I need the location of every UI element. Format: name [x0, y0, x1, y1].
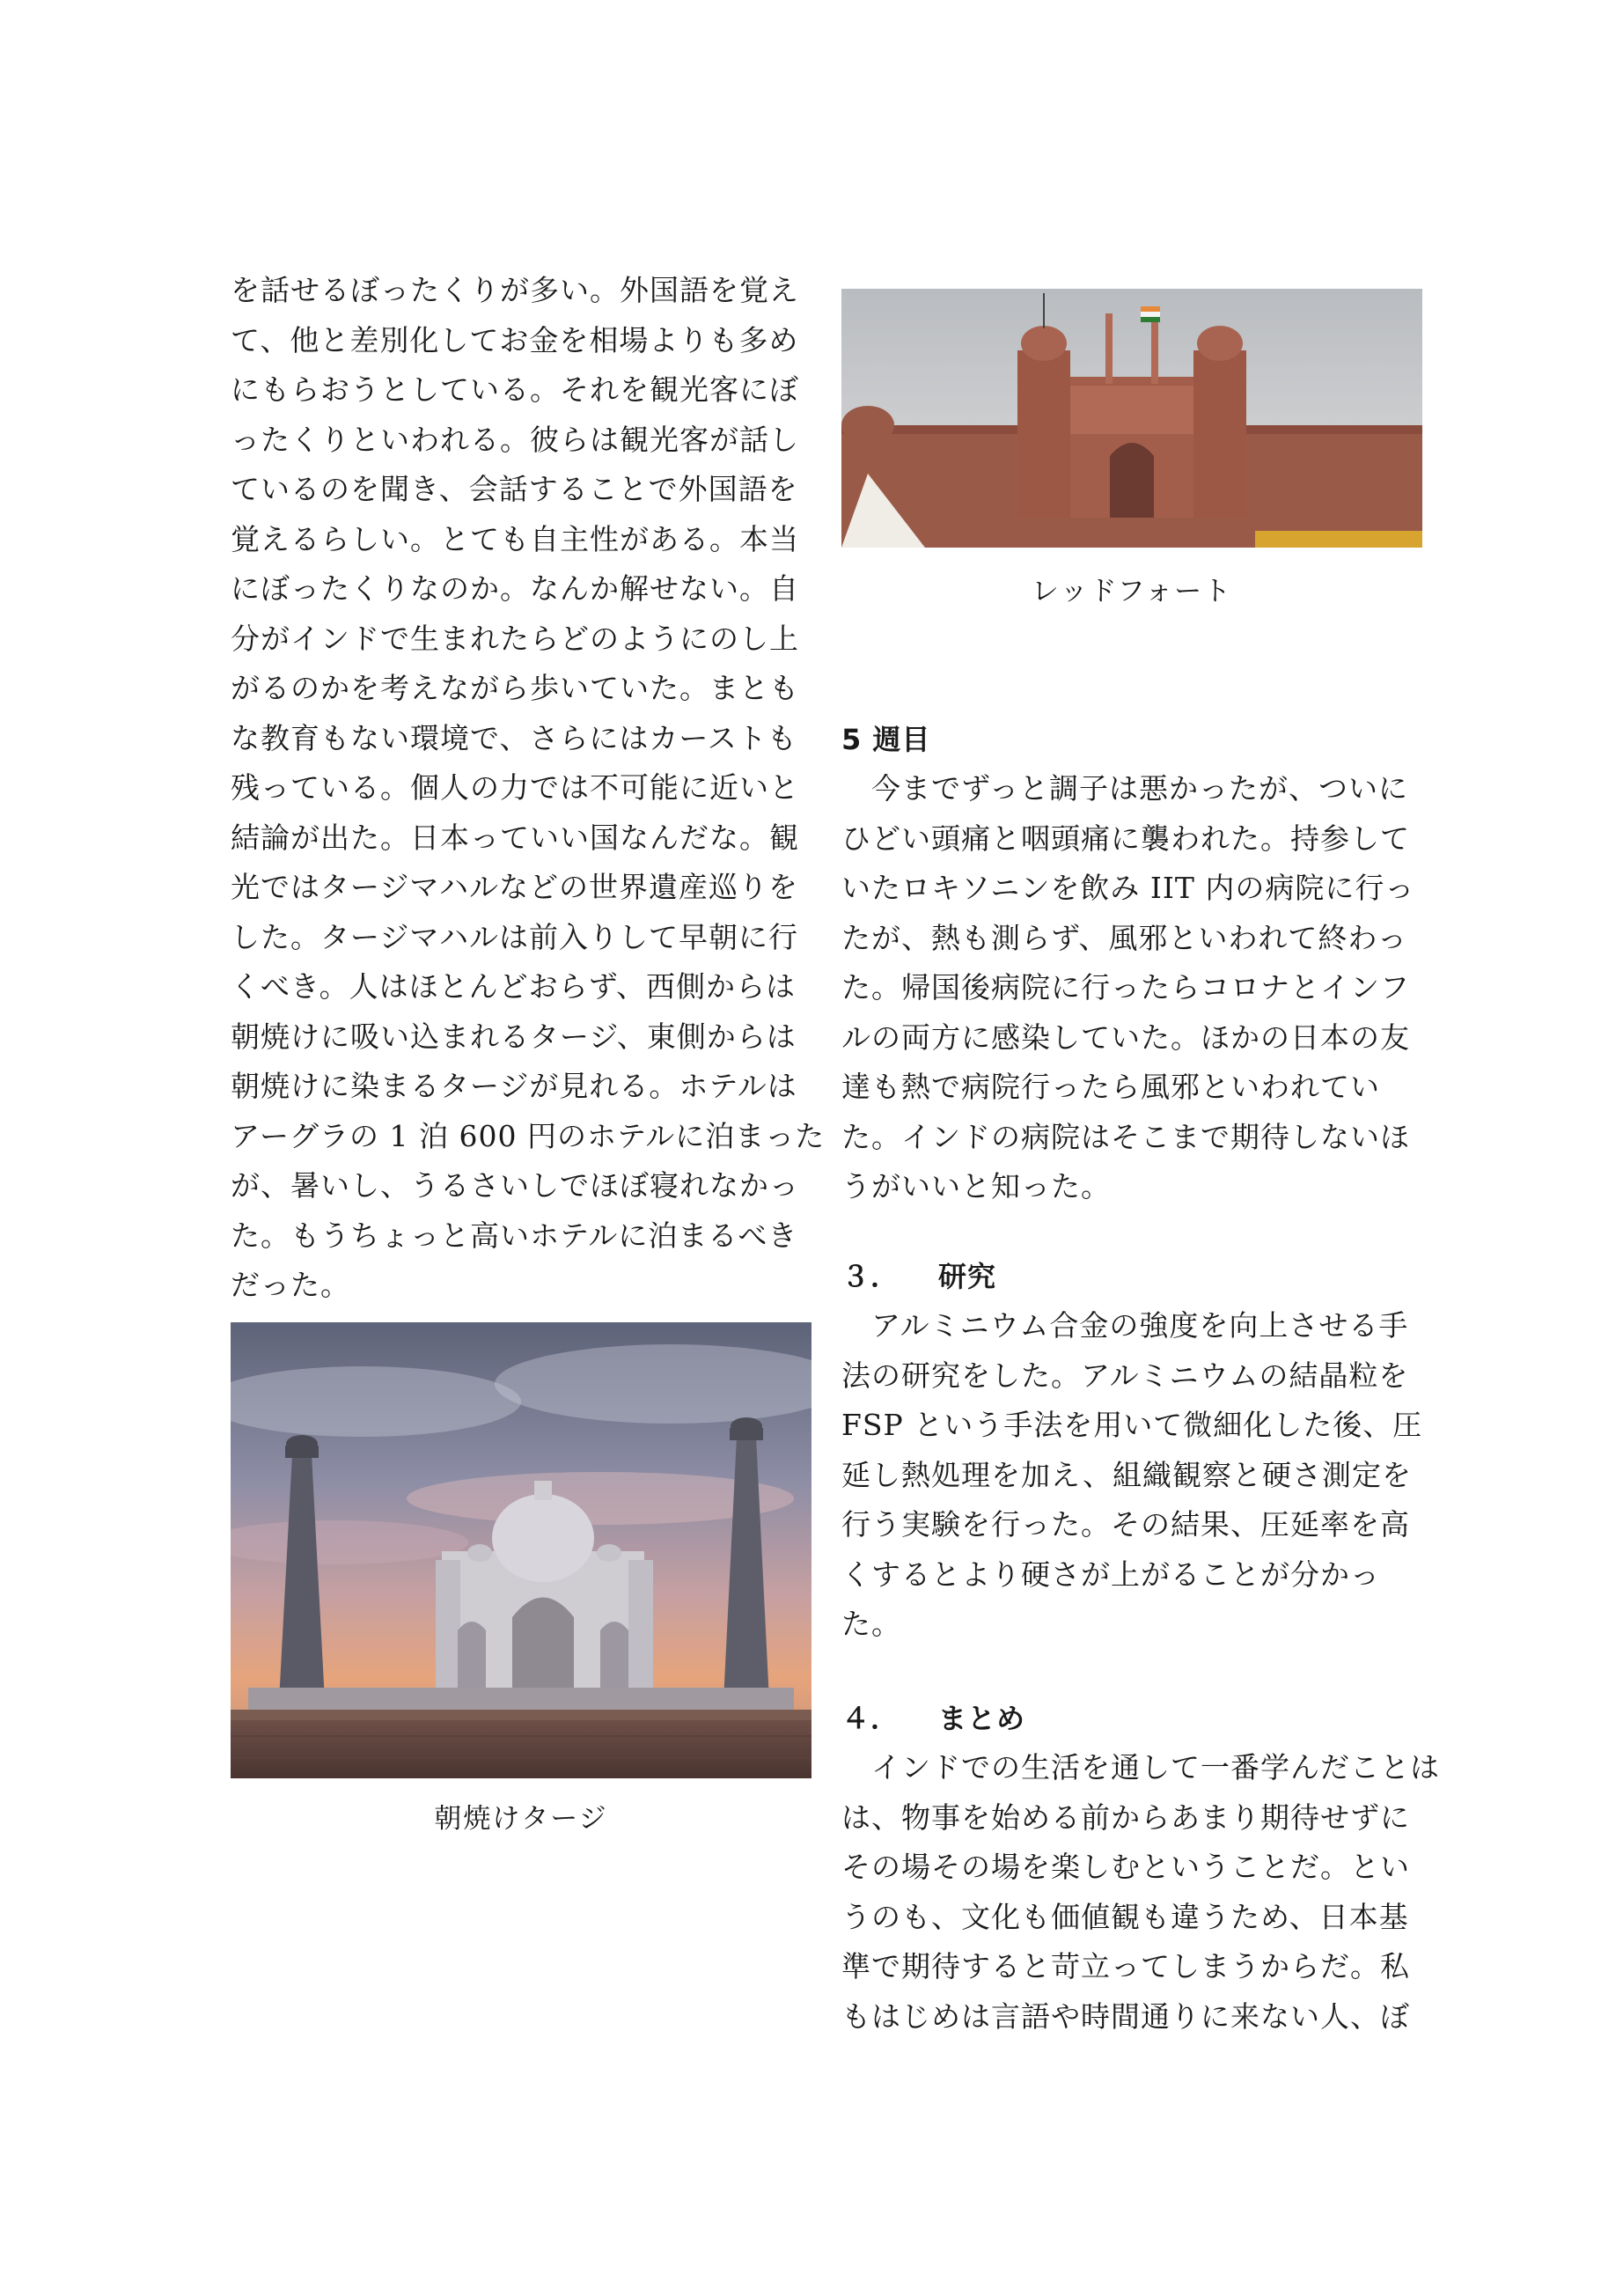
text-line: 達も熱で病院行ったら風邪といわれてい — [841, 1070, 1380, 1104]
text-line: た。インドの病院はそこまで期待しないほ — [841, 1119, 1410, 1154]
text-line: いたロキソニンを飲み IIT 内の病院に行っ — [841, 871, 1415, 905]
text-line: 延し熱処理を加え、組織観察と硬さ測定を — [841, 1457, 1412, 1492]
text-line: 今までずっと調子は悪かったが、ついに — [841, 771, 1409, 806]
red-fort-caption: レッドフォート — [1031, 576, 1233, 607]
text-line: 分がインドで生まれたらどのようにのし上 — [231, 621, 799, 656]
text-line: インドでの生活を通して一番学んだことは — [841, 1750, 1440, 1785]
text-line: 覚えるらしい。とても自主性がある。本当 — [231, 521, 799, 556]
text-line: 結論が出た。日本っていい国なんだな。観 — [231, 820, 799, 855]
taj-mahal-photo — [231, 1322, 812, 1778]
text-line: がるのかを考えながら歩いていた。まとも — [231, 671, 799, 705]
summary-heading — [841, 1694, 1389, 1743]
text-line: ひどい頭痛と咽頭痛に襲われた。持参して — [841, 821, 1410, 856]
text-line: た。帰国後病院に行ったらコロナとインフ — [841, 970, 1410, 1004]
text-line: にぼったくりなのか。なんか解せない。自 — [231, 571, 799, 606]
research-title: 研究 — [938, 1260, 997, 1293]
text-line: くするとより硬さが上がることが分かっ — [841, 1556, 1380, 1592]
text-line: ルの両方に感染していた。ほかの日本の友 — [841, 1019, 1410, 1055]
taj-mahal-caption: 朝焼けタージ — [434, 1803, 608, 1835]
text-line: 準で期待すると苛立ってしまうからだ。私 — [841, 1949, 1410, 1983]
week5-heading: 5 週目 — [841, 723, 931, 756]
text-line: ているのを聞き、会話することで外国語を — [231, 472, 798, 506]
text-line: たが、熱も測らず、風邪といわれて終わっ — [841, 920, 1408, 955]
text-line: アーグラの 1 泊 600 円のホテルに泊まった — [231, 1118, 826, 1153]
left-column — [231, 266, 826, 1311]
research-section — [841, 1252, 1423, 1650]
text-line: 法の研究をした。アルミニウムの結晶粒を — [841, 1358, 1409, 1393]
text-line: にもらおうとしている。それを観光客にぼ — [231, 372, 799, 407]
left-paragraph — [231, 266, 826, 1311]
text-line: ったくりといわれる。彼らは観光客が話し — [231, 422, 799, 457]
text-line: 光ではタージマハルなどの世界遺産巡りを — [231, 870, 799, 904]
summary-section — [841, 1694, 1440, 2042]
text-line: くべき。人はほとんどおらず、西側からは — [231, 969, 797, 1004]
text-line: 残っている。個人の力では不可能に近いと — [231, 770, 799, 805]
text-line: 朝焼けに染まるタージが見れる。ホテルは — [231, 1069, 797, 1103]
text-line: だった。 — [231, 1268, 350, 1302]
week5-section — [841, 715, 1415, 1212]
text-line: 行う実験を行った。その結果、圧延率を高 — [841, 1507, 1410, 1542]
research-heading — [841, 1252, 1389, 1301]
text-line: アルミニウム合金の強度を向上させる手 — [841, 1308, 1409, 1343]
text-line: もはじめは言語や時間通りに来ない人、ぼ — [841, 1998, 1410, 2034]
text-line: うのも、文化も価値観も違うため、日本基 — [841, 1899, 1409, 1934]
text-line: した。タージマハルは前入りして早朝に行 — [231, 919, 799, 954]
text-line: て、他と差別化してお金を相場よりも多め — [231, 322, 799, 357]
summary-number: ４． — [841, 1702, 900, 1735]
text-line: が、暑いし、うるさいしでほぼ寝れなかっ — [231, 1168, 799, 1203]
text-line: た。もうちょっと高いホテルに泊まるべき — [231, 1218, 798, 1253]
text-line: 朝焼けに吸い込まれるタージ、東側からは — [231, 1019, 797, 1054]
red-fort-photo — [841, 289, 1422, 548]
text-line: は、物事を始める前からあまり期待せずに — [841, 1799, 1410, 1835]
text-line: た。 — [841, 1607, 901, 1641]
text-line: を話せるぼったくりが多い。外国語を覚え — [231, 273, 799, 307]
text-line: な教育もない環境で、さらにはカーストも — [231, 720, 797, 755]
research-number: ３． — [841, 1260, 900, 1293]
text-line: FSP という手法を用いて微細化した後、圧 — [841, 1408, 1423, 1442]
summary-title: まとめ — [938, 1702, 1026, 1735]
text-line: その場その場を楽しむということだ。とい — [841, 1850, 1410, 1884]
text-line: うがいいと知った。 — [841, 1169, 1111, 1203]
